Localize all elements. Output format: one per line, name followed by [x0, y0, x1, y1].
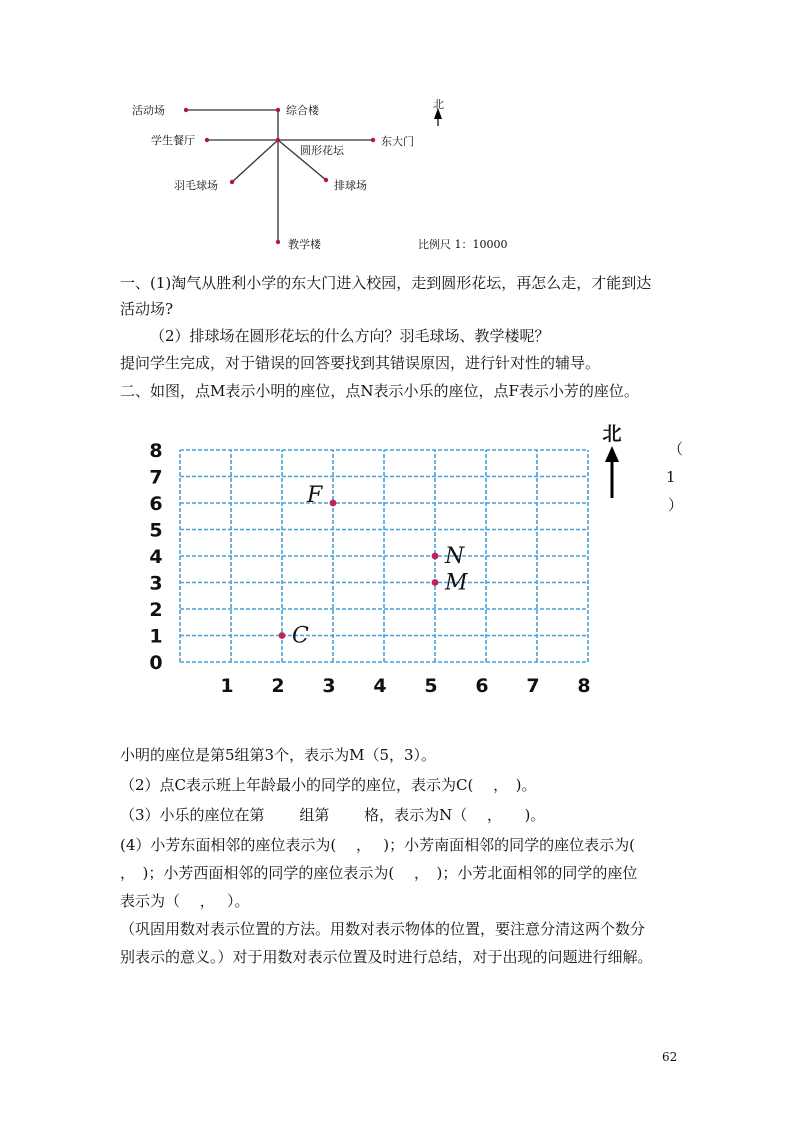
volleyball-dot: [324, 178, 328, 182]
map-north-label: 北: [433, 98, 444, 111]
q2-intro: 二、如图，点M表示小明的座位，点N表示小乐的座位，点F表示小芳的座位。: [120, 382, 639, 400]
x-tick-label: 7: [526, 675, 540, 697]
label-volleyball: 排球场: [334, 179, 367, 192]
summary-line2: 别表示的意义。）对于用数对表示位置及时进行总结，对于出现的问题进行细解。: [120, 948, 653, 966]
q1-part1-line2: 活动场?: [120, 300, 174, 318]
point-n: [432, 553, 439, 560]
point-label-m: M: [445, 570, 468, 596]
activity-dot: [184, 108, 188, 112]
east-gate-dot: [371, 138, 375, 142]
y-tick-label: 8: [149, 440, 163, 462]
north-arrow-icon: [605, 446, 619, 462]
grid-north-label: 北: [602, 423, 622, 445]
y-tick-label: 4: [149, 546, 163, 568]
cafeteria-dot: [205, 138, 209, 142]
point-label-n: N: [445, 544, 465, 569]
label-teaching: 教学楼: [288, 238, 321, 251]
q2-4-line2: ， )；小芳西面相邻的同学的座位表示为( ， )；小芳北面相邻的同学的座位: [120, 864, 638, 882]
x-tick-label: 6: [475, 675, 489, 697]
q1-part1-line1: 一、(1)淘气从胜利小学的东大门进入校园，走到圆形花坛，再怎么走，才能到达: [120, 274, 652, 292]
q2-example: 小明的座位是第5组第3个，表示为M（5，3）。: [120, 746, 437, 764]
x-tick-label: 1: [220, 675, 234, 697]
y-tick-label: 0: [149, 652, 163, 674]
side-mark-num: 1: [666, 468, 676, 486]
garden-dot: [276, 138, 280, 142]
point-m: [432, 579, 439, 586]
label-cafeteria: 学生餐厅: [151, 134, 195, 147]
y-tick-label: 2: [149, 599, 163, 621]
label-activity: 活动场: [132, 104, 165, 117]
x-tick-label: 8: [577, 675, 591, 697]
y-tick-label: 3: [149, 572, 163, 595]
side-mark-close: ）: [668, 496, 684, 514]
point-label-f: F: [307, 483, 323, 508]
label-east-gate: 东大门: [381, 135, 414, 148]
x-tick-label: 4: [373, 675, 387, 697]
label-badminton: 羽毛球场: [174, 179, 218, 192]
page-number: 62: [662, 1050, 678, 1064]
summary-line1: （巩固用数对表示位置的方法。用数对表示物体的位置，要注意分清这两个数分: [120, 920, 646, 938]
complex-dot: [276, 108, 280, 112]
q2-2: （2）点C表示班上年龄最小的同学的座位，表示为C( ， )。: [120, 776, 537, 794]
point-label-c: C: [292, 623, 309, 649]
q2-3: （3）小乐的座位在第 组第 格，表示为N（ ， )。: [120, 806, 546, 824]
coordinate-grid: [140, 420, 660, 710]
label-complex: 综合楼: [286, 104, 319, 117]
q2-4-line3: 表示为（ ， ）。: [120, 892, 250, 910]
q1-part2: （2）排球场在圆形花坛的什么方向？羽毛球场、教学楼呢？: [150, 327, 550, 345]
q1-note: 提问学生完成，对于错误的回答要找到其错误原因，进行针对性的辅导。: [120, 354, 601, 372]
y-tick-label: 7: [149, 466, 163, 489]
point-c: [279, 632, 286, 639]
teaching-dot: [276, 240, 280, 244]
y-tick-label: 5: [149, 519, 163, 542]
badminton-dot: [230, 180, 234, 184]
side-mark-open: （: [668, 440, 684, 458]
y-tick-label: 1: [149, 625, 163, 648]
map-scale: 比例尺 1：10000: [418, 238, 508, 251]
q2-4-line1: (4）小芳东面相邻的座位表示为( ， )；小芳南面相邻的同学的座位表示为(: [120, 836, 635, 854]
x-tick-label: 2: [271, 675, 285, 697]
x-tick-label: 5: [424, 675, 438, 697]
x-tick-label: 3: [322, 675, 336, 697]
y-tick-label: 6: [149, 493, 163, 515]
point-f: [330, 500, 337, 507]
label-garden: 圆形花坛: [300, 144, 344, 157]
